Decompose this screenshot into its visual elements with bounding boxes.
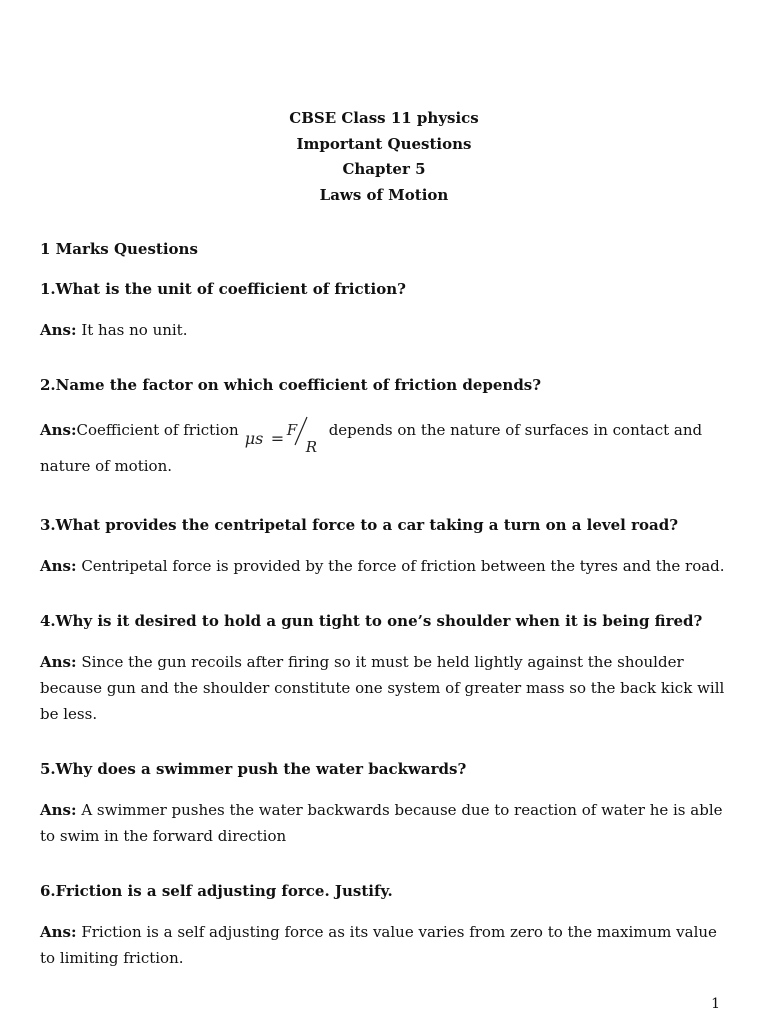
- question-5: 5.Why does a swimmer push the water backwards?: [40, 760, 467, 778]
- ans-label: Ans:: [40, 321, 77, 339]
- answer-6-text: Friction is a self adjusting force as its value varies from zero to the maximum value to limiting friction.: [40, 923, 717, 967]
- question-2: 2.Name the factor on which coefficient of friction depends?: [40, 376, 542, 394]
- formula-numerator: F: [286, 421, 298, 439]
- friction-formula: [244, 413, 325, 456]
- title-line-4: Laws of Motion: [319, 185, 449, 204]
- question-3: 3.What provides the centripetal force to a car taking a turn on a level road?: [40, 516, 678, 534]
- question-4: 4.Why is it desired to hold a gun tight to one’s shoulder when it is being fired?: [40, 612, 703, 630]
- question-6: 6.Friction is a self adjusting force. Justify.: [40, 882, 393, 900]
- page-number: 1: [711, 996, 720, 1012]
- answer-1: [40, 317, 730, 343]
- title-line-1: CBSE Class 11 physics: [289, 109, 479, 127]
- section-heading: 1 Marks Questions: [40, 240, 198, 258]
- content: [40, 237, 730, 1001]
- answer-6: [40, 919, 730, 971]
- title-line-2: Important Questions: [296, 134, 472, 153]
- answer-1-text: It has no unit.: [81, 321, 188, 339]
- ans-label: Ans:: [40, 923, 77, 941]
- ans-label: Ans:: [40, 801, 77, 819]
- question-1: 1.What is the unit of coefficient of friction?: [40, 280, 406, 298]
- answer-5: [40, 797, 730, 849]
- answer-5-text: A swimmer pushes the water backwards because due to reaction of water he is able to swim in the forward direction: [40, 801, 723, 845]
- title-block: [0, 106, 768, 208]
- answer-3: [40, 553, 730, 579]
- answer-4: [40, 649, 730, 727]
- answer-2-text-before: Coefficient of friction: [76, 421, 239, 439]
- answer-2: [40, 413, 730, 483]
- formula-lhs: μs: [244, 429, 264, 448]
- title-line-3: Chapter 5: [342, 160, 426, 178]
- ans-label: Ans:: [40, 653, 77, 671]
- formula-denominator: R: [305, 438, 317, 456]
- answer-2-text-after: depends on the nature of surfaces in contact and nature of motion.: [40, 421, 703, 475]
- answer-4-text: Since the gun recoils after firing so it must be held lightly against the shoulder because gun and the shoulder constitute one system of greater mass so the back kick will be less.: [40, 653, 725, 723]
- answer-3-text: Centripetal force is provided by the force of friction between the tyres and the road.: [81, 557, 725, 575]
- ans-label: Ans:: [40, 421, 77, 439]
- ans-label: Ans:: [40, 557, 77, 575]
- formula-equals: =: [270, 429, 285, 448]
